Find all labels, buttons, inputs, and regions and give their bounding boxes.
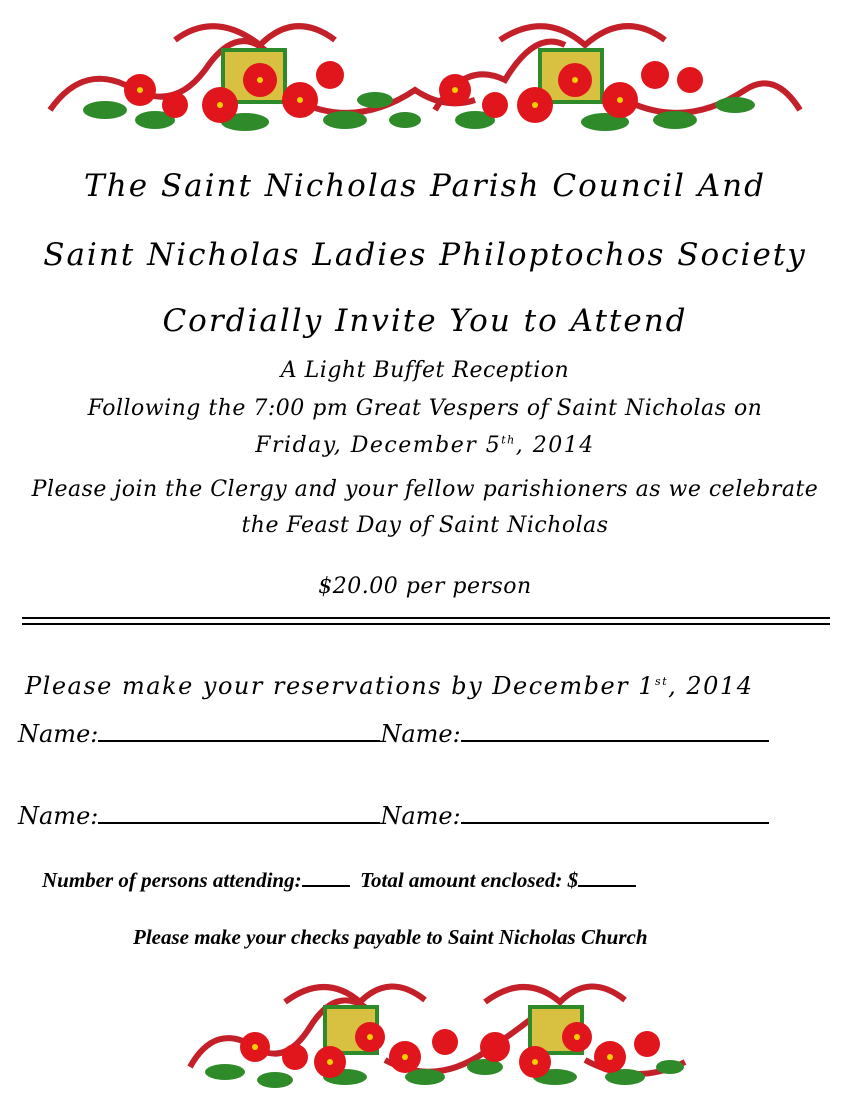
details-line-5: the Feast Day of Saint Nicholas [241,513,609,538]
name-field-4[interactable] [461,802,769,824]
persons-label: Number of persons attending: [42,868,302,892]
bottom-poinsettia-garland-icon [185,972,690,1097]
name-label: Name: [380,720,461,748]
name-label: Name: [380,802,461,830]
name-label: Name: [18,720,99,748]
amount-field[interactable] [578,869,636,887]
event-date-suffix: th [501,433,516,447]
heading-line-1: The Saint Nicholas Parish Council And [84,168,766,204]
deadline-text: Please make your reservations by December 1 [25,672,656,700]
heading-line-2: Saint Nicholas Ladies Philoptochos Society [43,237,807,273]
name-row-2 [18,802,769,831]
divider-rule-top [22,617,830,619]
reservation-deadline [25,672,753,700]
deadline-suffix: st [655,675,669,688]
attendance-row [42,868,636,893]
heading-line-3: Cordially Invite You to Attend [162,303,688,339]
details-line-1: A Light Buffet Reception [280,358,570,383]
checks-payable-note: Please make your checks payable to Saint Nicholas Church [133,925,648,949]
details-line-2: Following the 7:00 pm Great Vespers of Saint Nicholas on [87,396,763,421]
event-date-text: Friday, December 5 [255,433,502,458]
persons-field[interactable] [302,869,350,887]
price-text: $20.00 per person [318,574,532,599]
name-row-1 [18,720,769,749]
details-line-4: Please join the Clergy and your fellow parishioners as we celebrate [31,477,819,502]
name-field-1[interactable] [98,720,380,742]
name-field-2[interactable] [461,720,769,742]
name-field-3[interactable] [98,802,380,824]
divider-rule-bottom [22,623,830,625]
details-line-3 [0,433,850,458]
event-year-text: , 2014 [515,433,595,458]
name-label: Name: [18,802,99,830]
top-poinsettia-garland-icon [45,10,805,145]
amount-label: Total amount enclosed: $ [360,868,579,892]
deadline-year: , 2014 [668,672,754,700]
